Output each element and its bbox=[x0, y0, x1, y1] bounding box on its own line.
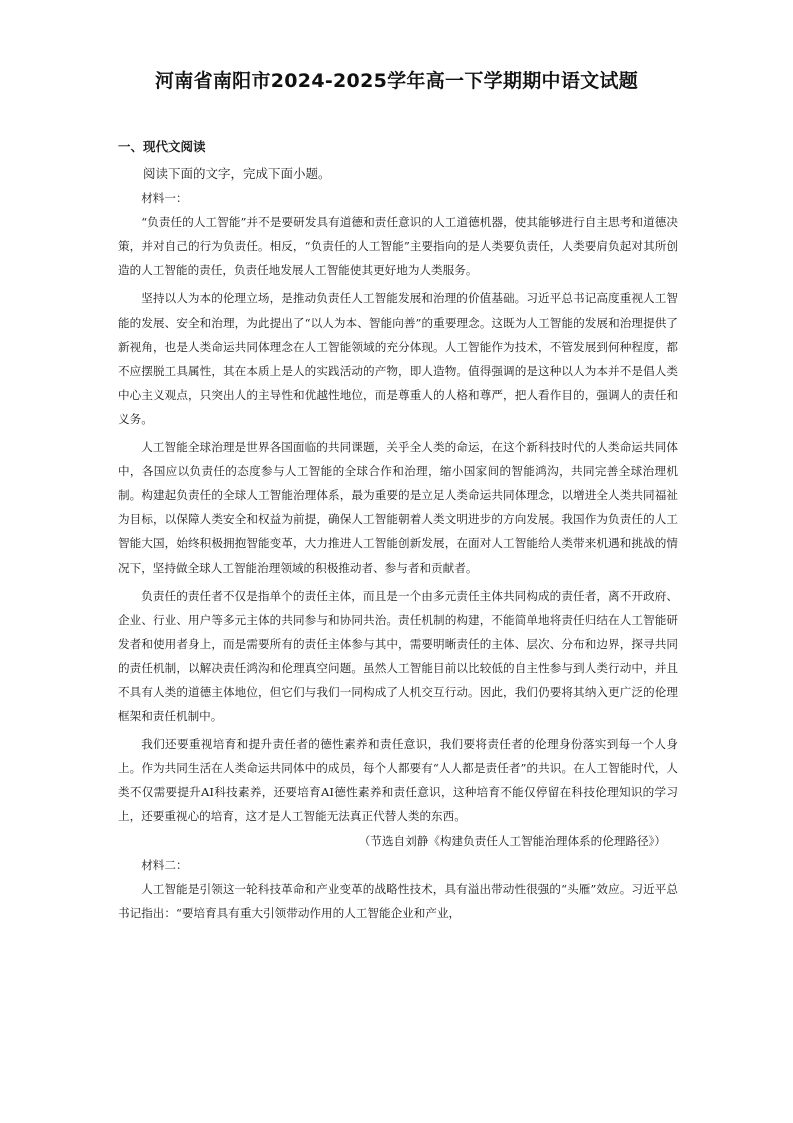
section-heading: 一、现代文阅读 bbox=[118, 139, 206, 154]
page-title: 河南省南阳市2024-2025学年高一下学期期中语文试题 bbox=[154, 70, 639, 92]
paragraph: 人工智能是引领这一轮科技革命和产业变革的战略性技术，具有溢出带动性很强的“头雁”效应。习近平总书记指出：“要培育具有重大引领带动作用的人工智能企业和产业， bbox=[118, 881, 678, 920]
source-note: （节选自刘静《构建负责任人工智能治理体系的伦理路径》） bbox=[358, 833, 666, 848]
paragraph: “负责任的人工智能”并不是要研发具有道德和责任意识的人工道德机器，使其能够进行自主思考和道德决策，并对自己的行为负责任。相反，“负责任的人工智能”主要指向的是人类要负责任，人类要肩负起对其所创造的人工智能的责任，负责任地发展人工智能使其更好地为人类服务。 bbox=[118, 215, 678, 278]
material-2-label: 材料二： bbox=[141, 857, 188, 872]
paragraph: 负责任的责任者不仅是指单个的责任主体，而且是一个由多元责任主体共同构成的责任者，离不开政府、企业、行业、用户等多元主体的共同参与和协同共治。责任机制的构建，不能简单地将责任归结在人工智能研发者和使用者身上，而是需要所有的责任主体参与其中，需要明晰责任的主体、层次、分布和边界，探寻共同的责任机制，以解决责任鸿沟和伦理真空问题。虽然人工智能目前以比较低的自主性参与到人类行动中，并且不具有人类的道德主体地位，但它们与我们一同构成了人机交互行动。因此，我们仍要将其纳入更广泛的伦理框架和责任机制中。 bbox=[118, 588, 678, 724]
paragraph: 坚持以人为本的伦理立场，是推动负责任人工智能发展和治理的价值基础。习近平总书记高度重视人工智能的发展、安全和治理，为此提出了“以人为本、智能向善”的重要理念。这既为人工智能的发展和治理提供了新视角，也是人类命运共同体理念在人工智能领域的充分体现。人工智能作为技术，不管发展到何种程度，都不应摆脱工具属性，其在本质上是人的实践活动的产物，即人造物。值得强调的是这种以人为本并不是倡人类中心主义观点，只突出人的主导性和优越性地位，而是尊重人的人格和尊严，把人看作目的，强调人的责任和义务。 bbox=[118, 291, 678, 426]
paragraph: 我们还要重视培育和提升责任者的德性素养和责任意识，我们要将责任者的伦理身份落实到每一个人身上。作为共同生活在人类命运共同体中的成员，每个人都要有“人人都是责任者”的共识。在人工智能时代，人类不仅需要提升AI科技素养，还要培育AI德性素养和责任意识，这种培育不能仅停留在科技伦理知识的学习上，还要重视心的培育，这才是人工智能无法真正代替人类的东西。 bbox=[118, 737, 678, 824]
instruction: 阅读下面的文字，完成下面小题。 bbox=[143, 166, 331, 181]
reading-passage bbox=[118, 162, 678, 925]
paragraph: 人工智能全球治理是世界各国面临的共同课题，关乎全人类的命运，在这个新科技时代的人类命运共同体中，各国应以负责任的态度参与人工智能的全球合作和治理，缩小国家间的智能鸿沟，共同完善全球治理机制。构建起负责任的全球人工智能治理体系，最为重要的是立足人类命运共同体理念，以增进全人类共同福祉为目标，以保障人类安全和权益为前提，确保人工智能朝着人类文明进步的方向发展。我国作为负责任的人工智能大国，始终积极拥抱智能变革，大力推进人工智能创新发展，在面对人工智能给人类带来机遇和挑战的情况下，坚持做全球人工智能治理领域的积极推动者、参与者和贡献者。 bbox=[118, 440, 678, 575]
material-1-label: 材料一： bbox=[141, 191, 188, 206]
